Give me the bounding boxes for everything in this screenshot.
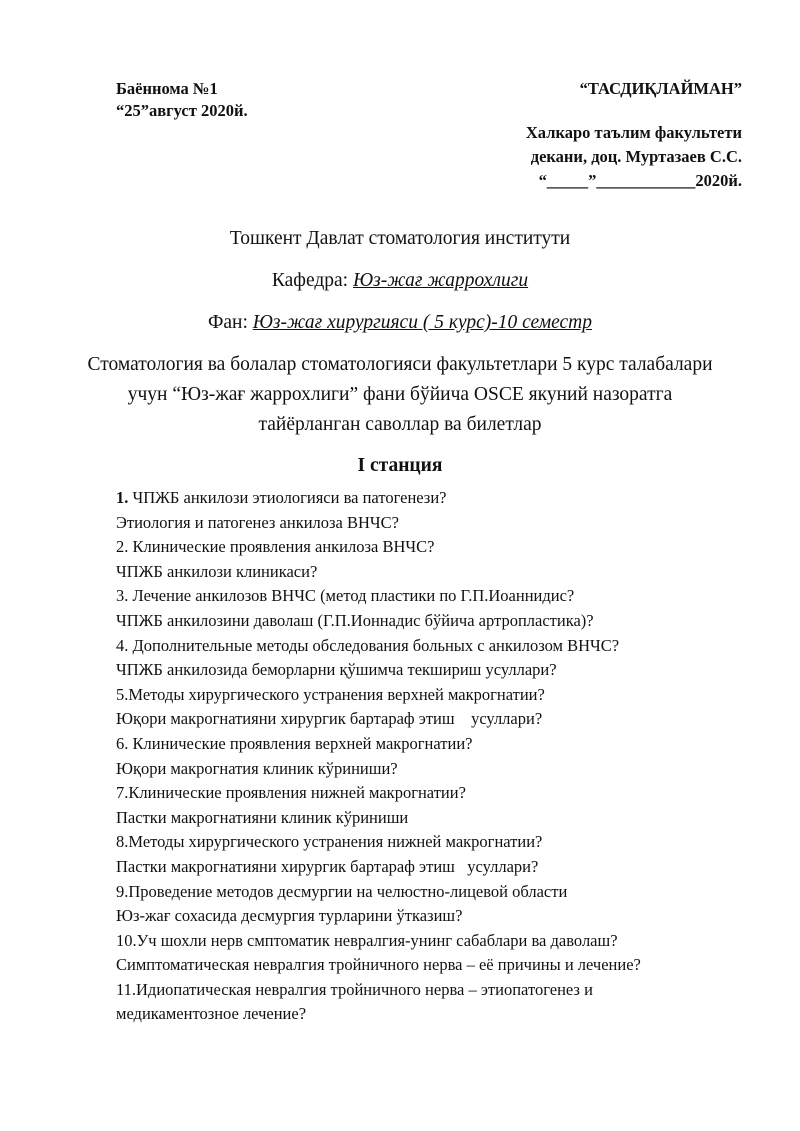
dean-line-date: “_____”____________2020й. bbox=[538, 171, 742, 190]
dean-line-name: декани, доц. Муртазаев С.С. bbox=[530, 147, 742, 166]
list-item: Симптоматическая невралгия тройничного нерва – её причины и лечение? bbox=[116, 955, 641, 975]
list-item: 4. Дополнительные методы обследования больных с анкилозом ВНЧС? bbox=[116, 635, 620, 655]
approval-stamp: “ТАСДИҚЛАЙМАН” bbox=[579, 79, 742, 98]
list-item: 6. Клинические проявления верхней макрогнатии? bbox=[116, 733, 473, 753]
station-title: I станция bbox=[357, 455, 443, 476]
list-item: ЧПЖБ анкилози клиникаси? bbox=[116, 561, 318, 581]
list-item: Юқори макрогнатияни хирургик бартараф этиш усуллари? bbox=[116, 709, 543, 729]
list-item bbox=[116, 486, 736, 511]
list-item: Пастки макрогнатияни хирургик бартараф этиш усуллари? bbox=[116, 856, 539, 876]
list-item: 7.Клинические проявления нижней макрогнатии? bbox=[116, 783, 466, 803]
list-item: Юз-жағ сохасида десмургия турларини ўтказиш? bbox=[116, 906, 463, 926]
list-item: ЧПЖБ анкилозини даволаш (Г.П.Ионнадис бўйича артропластика)? bbox=[116, 610, 594, 630]
protocol-date: “25”август 2020й. bbox=[116, 101, 248, 120]
list-item: 9.Проведение методов десмургии на челюстно-лицевой области bbox=[116, 881, 568, 901]
document-purpose: Стоматология ва болалар стоматологияси факультетлари 5 курс талабалари учун “Юз-жағ жаррохлиги” фани бўйича OSCE якуний назоратга тайёрланган саволлар ва билетлар bbox=[87, 354, 713, 435]
list-item: Этиология и патогенез анкилоза ВНЧС? bbox=[116, 512, 399, 532]
list-item: 8.Методы хирургического устранения нижней макрогнатии? bbox=[116, 832, 543, 852]
question-text: ЧПЖБ анкилози этиологияси ва патогенези? bbox=[128, 488, 447, 507]
list-item: медикаментозное лечение? bbox=[116, 1004, 307, 1024]
subject-value: Юз-жағ хирургияси ( 5 курс)-10 семестр bbox=[252, 312, 593, 333]
list-item: 3. Лечение анкилозов ВНЧС (метод пластики по Г.П.Иоаннидис? bbox=[116, 586, 575, 606]
protocol-number: Баённома №1 bbox=[116, 79, 218, 98]
institute-name: Тошкент Давлат стоматология институти bbox=[229, 228, 571, 249]
dean-approval-block bbox=[526, 121, 742, 193]
list-item: 10.Уч шохли нерв смптоматик невралгия-унинг сабаблари ва даволаш? bbox=[116, 930, 618, 950]
department-label: Кафедра: bbox=[271, 270, 353, 291]
question-number: 1. bbox=[116, 488, 129, 507]
department-value: Юз-жағ жаррохлиги bbox=[352, 270, 529, 291]
subject-line bbox=[0, 312, 800, 334]
list-item: Пастки макрогнатияни клиник кўриниши bbox=[116, 807, 409, 827]
list-item: Юқори макрогнатия клиник кўриниши? bbox=[116, 758, 398, 778]
list-item: 5.Методы хирургического устранения верхней макрогнатии? bbox=[116, 684, 545, 704]
subject-label: Фан: bbox=[207, 312, 253, 333]
department-line bbox=[0, 270, 800, 292]
list-item: 2. Клинические проявления анкилоза ВНЧС? bbox=[116, 537, 435, 557]
list-item: 11.Идиопатическая невралгия тройничного нерва – этиопатогенез и bbox=[116, 979, 593, 999]
list-item: ЧПЖБ анкилозида беморларни қўшимча текшириш усуллари? bbox=[116, 660, 557, 680]
question-list bbox=[116, 486, 736, 1027]
dean-line-faculty: Халкаро таълим факультети bbox=[525, 123, 742, 142]
